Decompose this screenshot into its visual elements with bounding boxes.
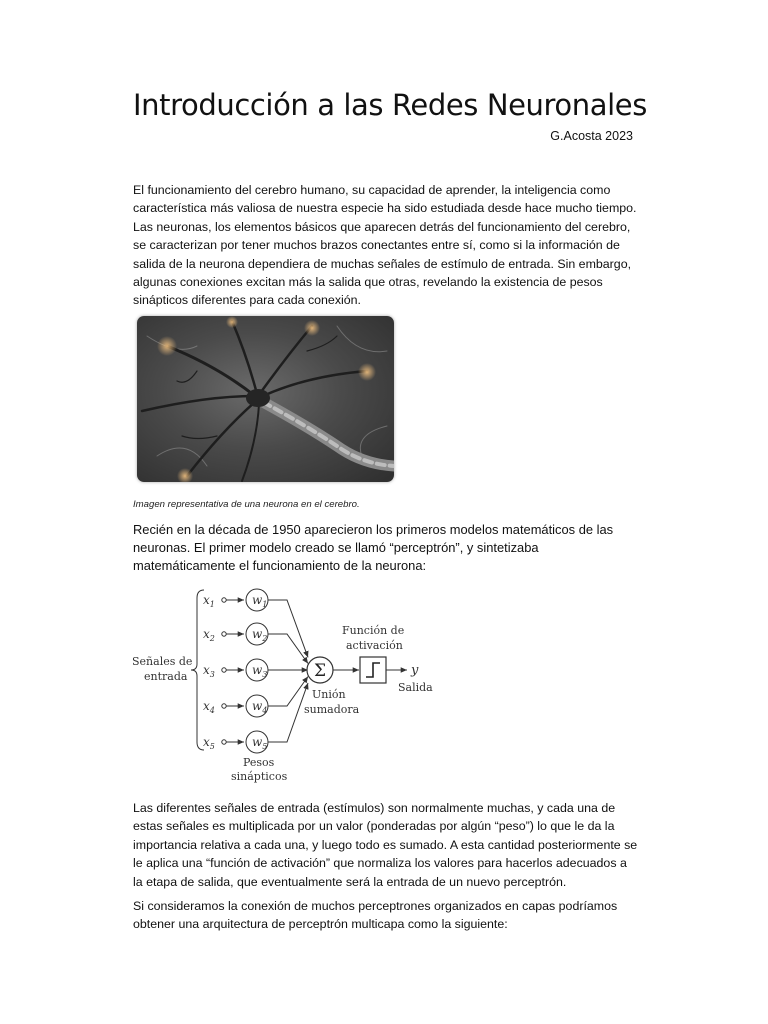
- image-caption: Imagen representativa de una neurona en el cerebro.: [133, 499, 360, 510]
- weight-subscript: 5: [262, 742, 268, 751]
- weight-subscript: 3: [262, 670, 268, 679]
- weight-to-sum-connector: [268, 600, 308, 657]
- multilayer-paragraph: Si consideramos la conexión de muchos perceptrones organizados en capas podríamos obtener una arquitectura de perceptrón multicapa como la siguiente:: [133, 899, 618, 932]
- input-variable-x2: $x_2$: [203, 627, 215, 643]
- inputs-label: Señales de: [132, 655, 193, 668]
- intro-paragraph: El funcionamiento del cerebro humano, su capacidad de aprender, la inteligencia como característica más valiosa de nuestra especie ha sido estudiada desde hace mucho tiempo. Las neuronas, los elementos básicos que aparecen detrás del funcionamiento del cerebro, se caracterizan por tener muchos brazos conectantes entre sí, como si la información de salida de la neurona dependiera de muchas señales de estímulo de entrada. Sin embargo, algunas conexiones excitan más la salida que otras, revelando la existencia de pesos sinápticos diferentes para cada conexión.: [133, 183, 637, 308]
- weight-to-sum-connector: [268, 634, 308, 664]
- output-label: Salida: [398, 681, 433, 694]
- input-subscript: 1: [209, 600, 215, 609]
- weight-subscript: 1: [262, 600, 268, 609]
- input-node: [222, 598, 226, 602]
- activation-label-second: activación: [346, 639, 403, 652]
- neuron-photo: [137, 316, 394, 482]
- input-node: [222, 668, 226, 672]
- input-variable-x4: $x_4$: [203, 699, 215, 715]
- weights-label-second: sinápticos: [231, 770, 288, 783]
- input-subscript: 5: [209, 742, 215, 751]
- weight-to-sum-connector: [268, 676, 308, 706]
- weight-variable-w1: $w_1$: [252, 593, 268, 609]
- input-node: [222, 704, 226, 708]
- input-variable-x1: $x_1$: [203, 593, 215, 609]
- input-variable-x5: $x_5$: [203, 735, 215, 751]
- sum-label: Unión: [312, 688, 346, 701]
- input-subscript: 4: [209, 706, 215, 715]
- input-subscript: 3: [209, 670, 215, 679]
- weight-subscript: 4: [262, 706, 268, 715]
- activation-paragraph: Las diferentes señales de entrada (estímulos) son normalmente muchas, y cada una de estas señales es multiplicada por un valor (ponderadas por algún “peso”) lo que le da la importancia relativa a cada una, y luego todo es sumado. A esta cantidad posteriormente se le aplica una “función de activación” que normaliza los valores para hacerlos adecuados a la etapa de salida, que eventualmente será la entrada de un nuevo perceptrón.: [133, 801, 638, 889]
- weight-variable-w2: $w_2$: [252, 627, 268, 643]
- sum-label-second: sumadora: [304, 703, 360, 716]
- perceptron-diagram: [127, 584, 447, 784]
- input-node: [222, 740, 226, 744]
- weight-variable-w4: $w_4$: [252, 699, 268, 715]
- author-line: G.Acosta 2023: [550, 129, 633, 143]
- perceptron-paragraph: Recién en la década de 1950 aparecieron los primeros modelos matemáticos de las neuronas. El primer modelo creado se llamó “perceptrón”, y sintetizaba matemáticamente el funcionamiento de la neurona:: [133, 522, 614, 574]
- weight-variable-w5: $w_5$: [252, 735, 268, 751]
- input-node: [222, 632, 226, 636]
- neuron-illustration: [137, 316, 394, 482]
- weight-subscript: 2: [262, 634, 268, 643]
- inputs-label-second: entrada: [144, 670, 188, 683]
- output-variable: y: [411, 663, 419, 678]
- activation-label: Función de: [342, 624, 405, 637]
- sum-symbol: Σ: [313, 661, 327, 681]
- page-title: Introducción a las Redes Neuronales: [133, 88, 647, 122]
- input-variable-x3: $x_3$: [203, 663, 215, 679]
- weights-label: Pesos: [243, 756, 275, 769]
- input-subscript: 2: [209, 634, 215, 643]
- weight-to-sum-connector: [268, 683, 308, 742]
- weight-variable-w3: $w_3$: [252, 663, 268, 679]
